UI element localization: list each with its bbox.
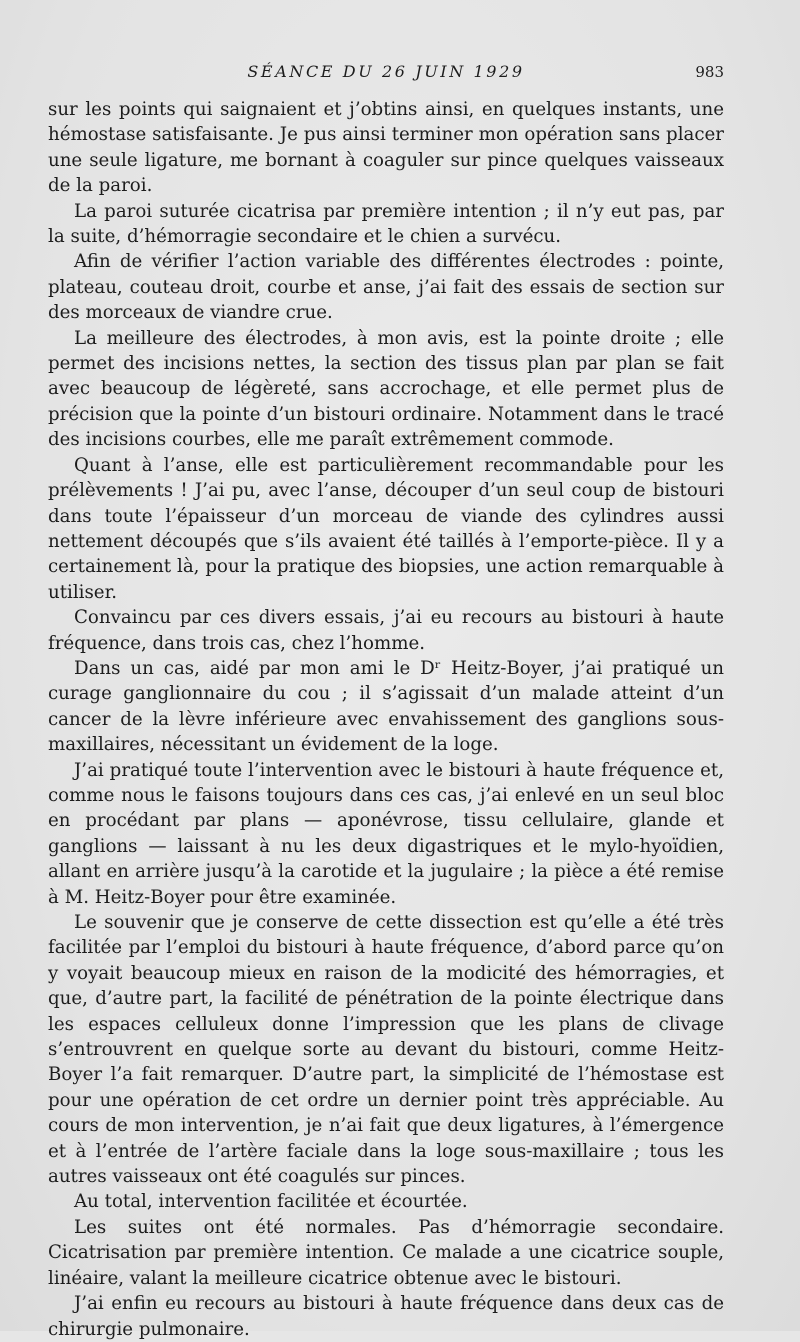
running-header — [48, 60, 724, 84]
paragraph-wall-sutured: La paroi suturée cicatrisa par première intention ; il n’y eut pas, par la suite, d’hémorragie secondaire et le chien a survécu. — [48, 200, 724, 248]
paragraph-electrode-tests: Afin de vérifier l’action variable des différentes électrodes : pointe, plateau, couteau droit, courbe et anse, j’ai fait des essais de section sur des morceaux de viandre crue. — [48, 251, 724, 324]
paragraph-dissection-memory: Le souvenir que je conserve de cette dissection est qu’elle a été très facilitée par l’emploi du bistouri à haute fréquence, d’abord parce qu’on y voyait beaucoup mieux en raison de la modicité des hémorragies, et que, d’autre part, la facilité de pénétration de la pointe électrique dans les espaces celluleux donne l’impression que les plans de clivage s’entrouvrent en quelque sorte au devant du bistouri, comme Heitz-Boyer l’a fait remarquer. D’autre part, la simplicité de l’hémostase est pour une opération de cet ordre un dernier point très appréciable. Au cours de mon intervention, je n’ai fait que deux ligatures, à l’émergence et à l’entrée de l’artère faciale dans la loge sous-maxillaire ; tous les autres vaisseaux ont été coagulés sur pinces. — [48, 912, 724, 1188]
paragraph-best-electrode: La meilleure des électrodes, à mon avis, est la pointe droite ; elle permet des incisions nettes, la section des tissus plan par plan se fait avec beaucoup de légèreté, sans accrochage, et elle permet plus de précision que la pointe d’un bistouri ordinaire. Notamment dans le tracé des incisions courbes, elle me paraît extrêmement commode. — [48, 327, 724, 451]
paragraph-human-cases: Convaincu par ces divers essais, j’ai eu recours au bistouri à haute fréquence, dans trois cas, chez l’homme. — [48, 607, 724, 654]
paragraph-hemostasis-continued: sur les points qui saignaient et j’obtins ainsi, en quelques instants, une hémostase satisfaisante. Je pus ainsi terminer mon opération sans placer une seule ligature, me bornant à coaguler sur pince quelques vaisseaux de la paroi. — [48, 99, 724, 197]
running-title: SÉANCE DU 26 JUIN 1929 — [247, 62, 525, 81]
page-number: 983 — [695, 63, 724, 81]
paragraph-outcome: Les suites ont été normales. Pas d’hémorragie secondaire. Cicatrisation par première intention. Ce malade a une cicatrice souple, linéaire, valant la meilleure cicatrice obtenue avec le bistouri. — [48, 1216, 724, 1289]
paragraph-intervention-details: J’ai pratiqué toute l’intervention avec le bistouri à haute fréquence et, comme nous le faisons toujours dans ces cas, j’ai enlevé en un seul bloc en procédant par plans — aponévrose, tissu cellulaire, glande et ganglions — laissant à nu les deux digastriques et le mylo-hyoïdien, allant en arrière jusqu’à la carotide et la jugulaire ; la pièce a été remise à M. Heitz-Boyer pour être examinée. — [48, 759, 724, 908]
paragraph-neck-dissection: Dans un cas, aidé par mon ami le Dʳ Heitz-Boyer, j’ai pratiqué un curage ganglionnaire du cou ; il s’agissait d’un malade atteint d’un cancer de la lèvre inférieure avec envahissement des ganglions sous-maxillaires, nécessitant un évidement de la loge. — [48, 657, 724, 756]
body-text — [48, 97, 724, 1342]
paragraph-loop-electrode: Quant à l’anse, elle est particulièrement recommandable pour les prélèvements ! J’ai pu, avec l’anse, découper d’un seul coup de bistouri dans toute l’épaisseur d’un morceau de viande des cylindres aussi nettement découpés que s’ils avaient été taillés à l’emporte-pièce. Il y a certainement là, pour la pratique des biopsies, une action remarquable à utiliser. — [48, 454, 724, 603]
paragraph-summary: Au total, intervention facilitée et écourtée. — [74, 1191, 468, 1213]
paragraph-pulmonary: J’ai enfin eu recours au bistouri à haute fréquence dans deux cas de chirurgie pulmonaire. — [48, 1293, 724, 1340]
